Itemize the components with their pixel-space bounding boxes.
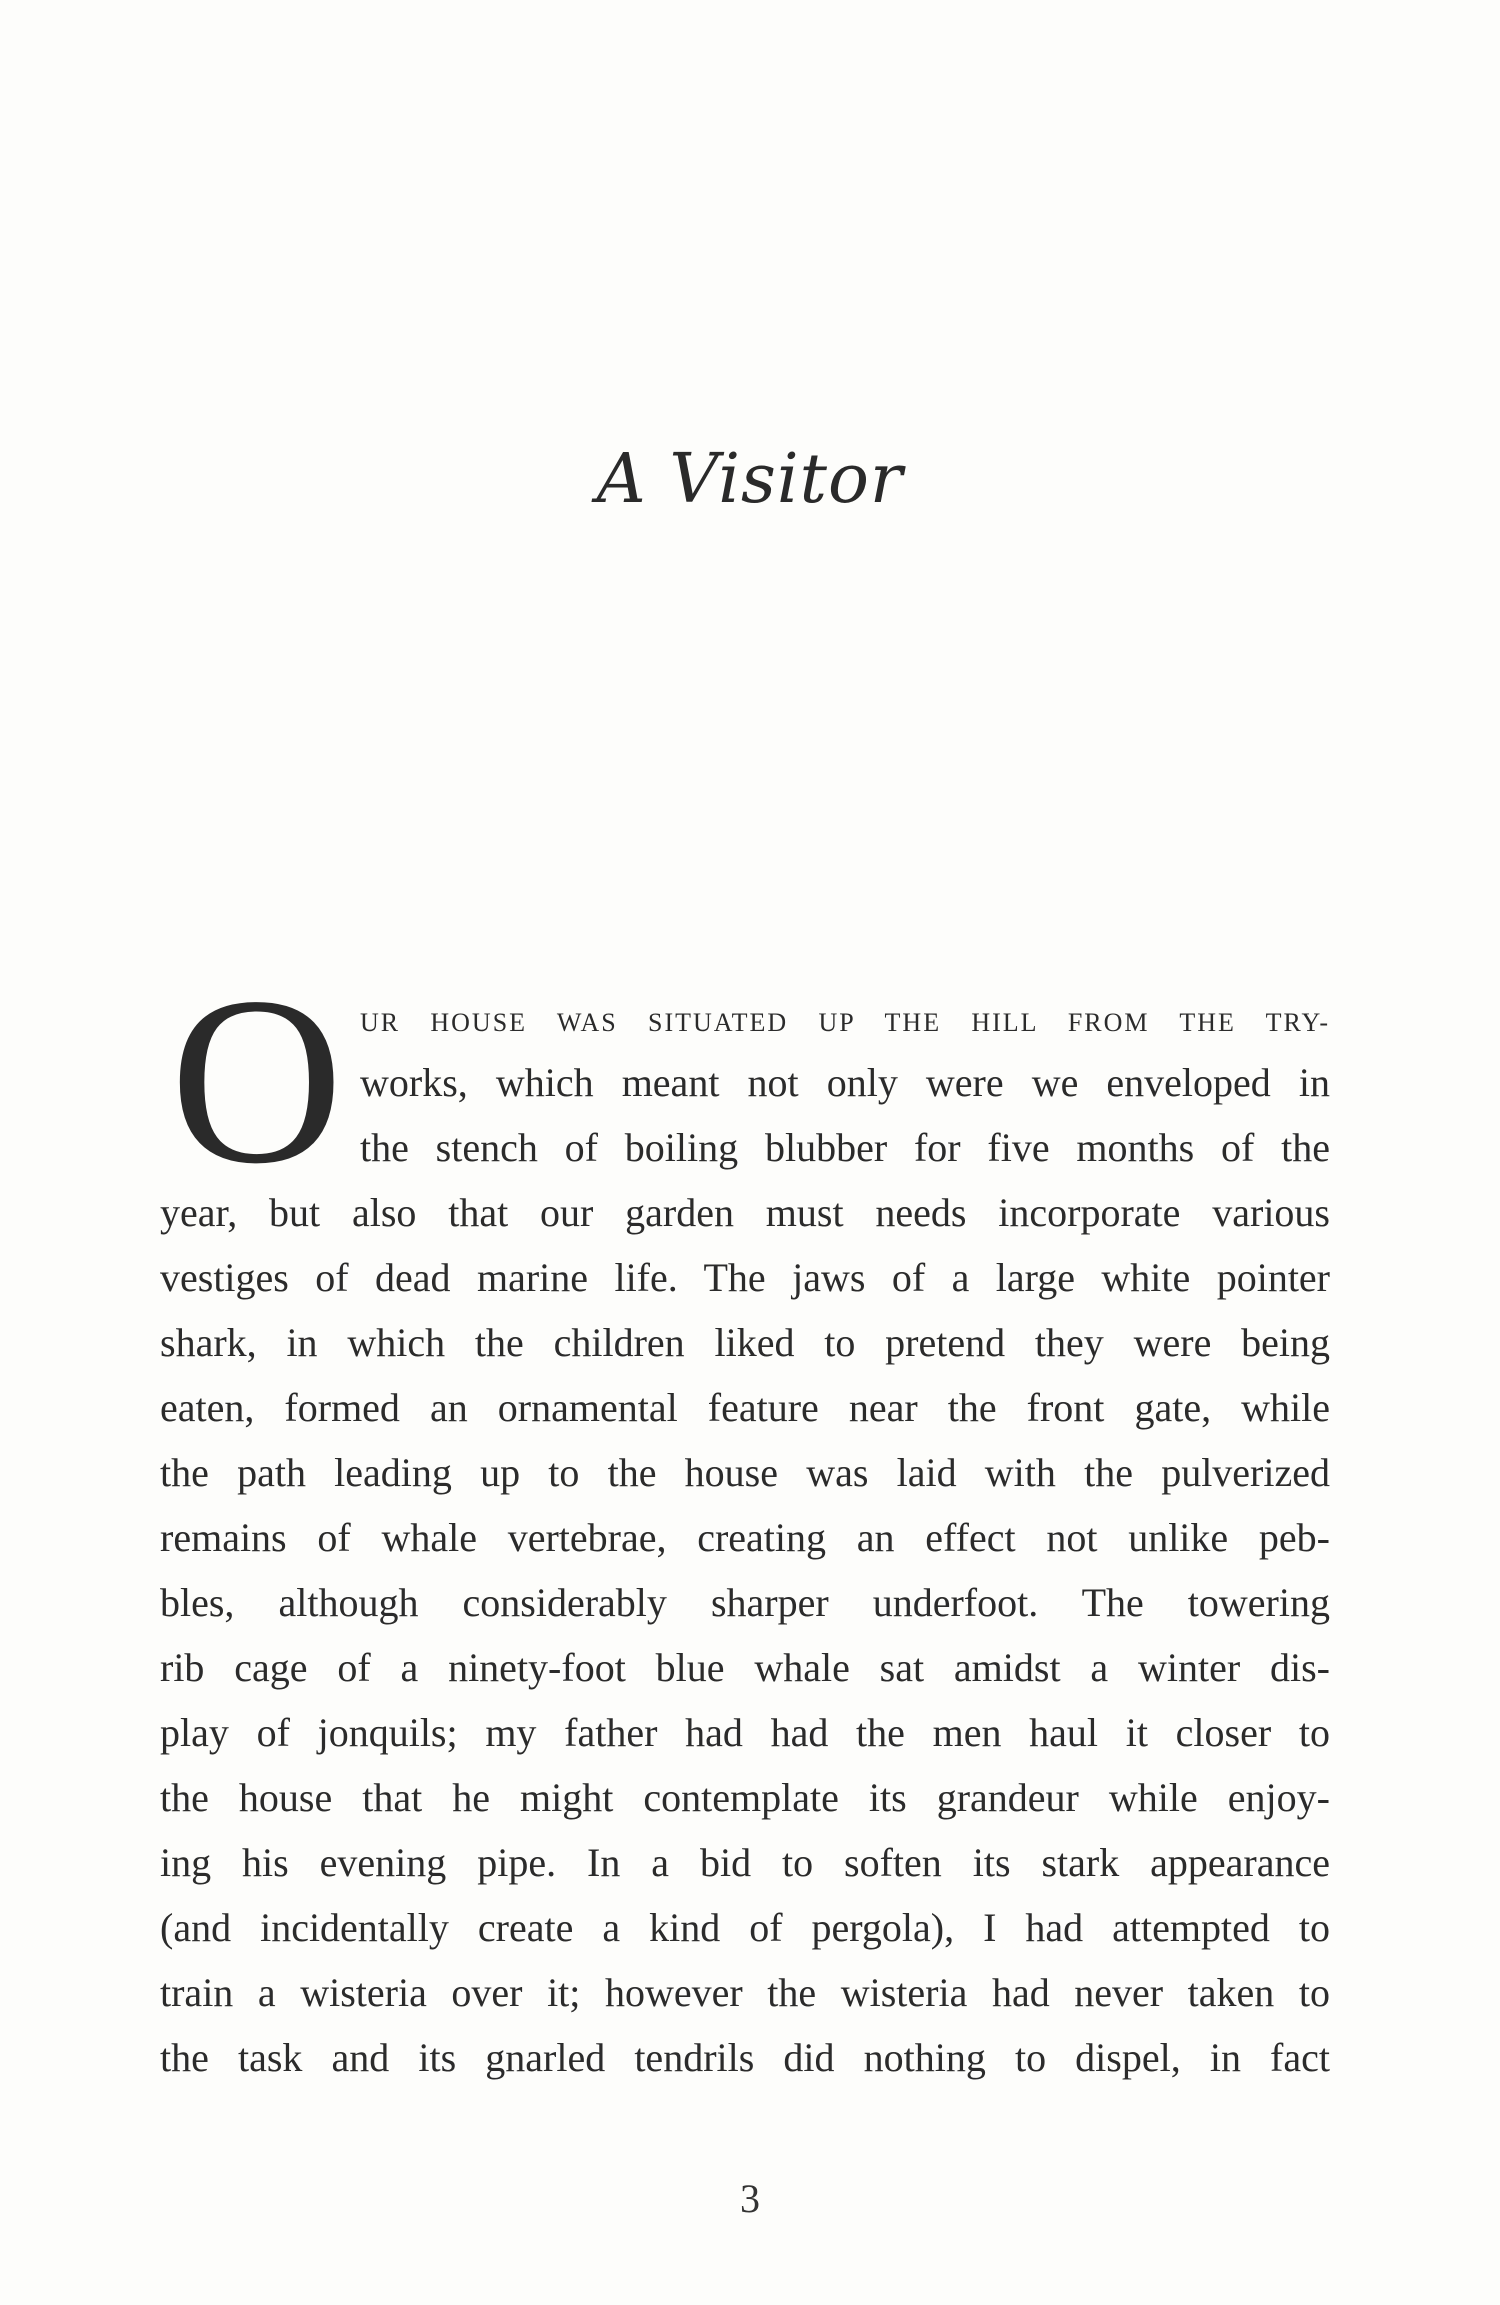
text-line: the task and its gnarled tendrils did nothing to dispel, in fact bbox=[160, 2035, 1330, 2080]
text-line: vestiges of dead marine life. The jaws of a large white pointer bbox=[160, 1255, 1330, 1300]
text-line: play of jonquils; my father had had the men haul it closer to bbox=[160, 1710, 1330, 1755]
page-number: 3 bbox=[740, 2176, 760, 2221]
text-line: rib cage of a ninety-foot blue whale sat amidst a winter dis- bbox=[160, 1645, 1330, 1690]
text-line: the path leading up to the house was laid with the pulverized bbox=[160, 1450, 1330, 1495]
chapter-title: A Visitor bbox=[596, 440, 904, 519]
text-line: shark, in which the children liked to pretend they were being bbox=[160, 1320, 1330, 1365]
chapter-body bbox=[160, 985, 1330, 2090]
text-line-smallcaps bbox=[160, 985, 1330, 1050]
text-line: bles, although considerably sharper underfoot. The towering bbox=[160, 1580, 1330, 1625]
text-line: train a wisteria over it; however the wisteria had never taken to bbox=[160, 1970, 1330, 2015]
text-line: the stench of boiling blubber for five months of the bbox=[360, 1125, 1330, 1170]
text-line: (and incidentally create a kind of pergola), I had attempted to bbox=[160, 1905, 1330, 1950]
text-line: ing his evening pipe. In a bid to soften its stark appearance bbox=[160, 1840, 1330, 1885]
smallcaps-opening: UR HOUSE WAS SITUATED UP THE HILL FROM THE TRY- bbox=[360, 1008, 1330, 1037]
text-line: year, but also that our garden must needs incorporate various bbox=[160, 1190, 1330, 1235]
drop-cap: O bbox=[170, 947, 344, 1213]
text-line: the house that he might contemplate its grandeur while enjoy- bbox=[160, 1775, 1330, 1820]
text-line: remains of whale vertebrae, creating an effect not unlike peb- bbox=[160, 1515, 1330, 1560]
text-line: works, which meant not only were we enveloped in bbox=[360, 1060, 1330, 1105]
text-line: eaten, formed an ornamental feature near the front gate, while bbox=[160, 1385, 1330, 1430]
